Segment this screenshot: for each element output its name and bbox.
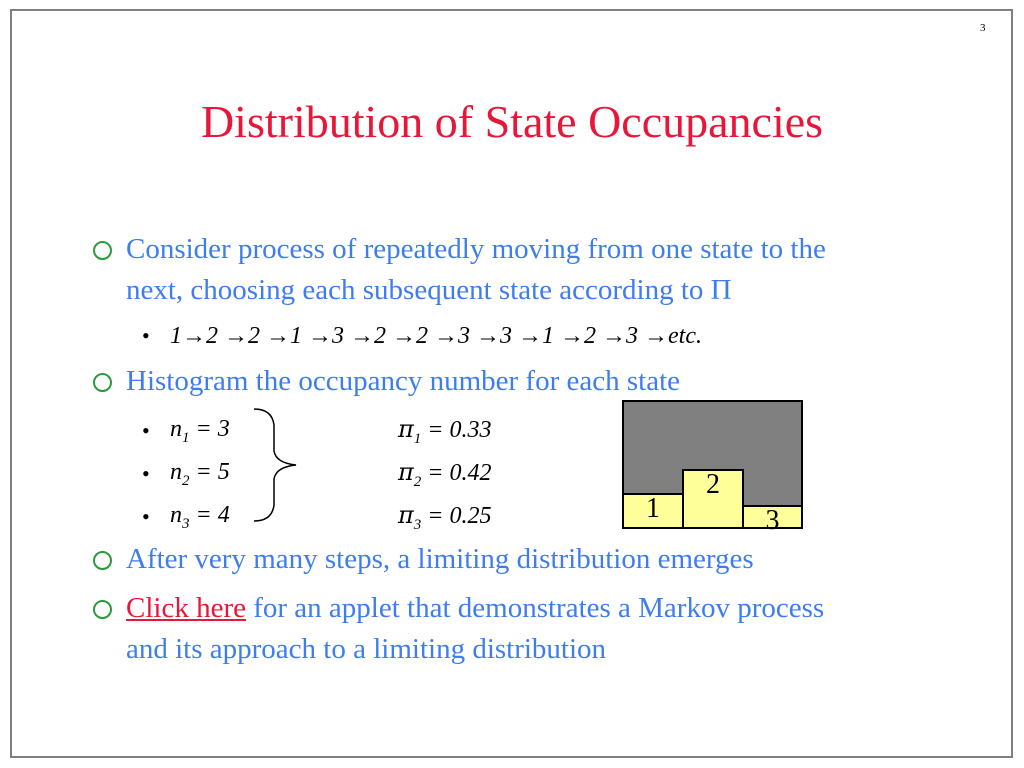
sub-bullet-dot-icon: • — [142, 461, 150, 486]
bullet-circle-icon — [93, 373, 112, 392]
bullet-4-line-1: Click here for an applet that demonstrates a Markov process — [126, 592, 825, 624]
applet-link[interactable]: Click here — [126, 592, 246, 624]
probability-pi3: $\pi_3 = 0.25$ — [398, 501, 492, 533]
bullet-circle-icon — [93, 600, 112, 619]
bullet-circle-icon — [93, 551, 112, 570]
bullet-circle-icon — [93, 241, 112, 260]
bullet-1-line-2: next, choosing each subsequent state according to Π — [126, 274, 732, 306]
sub-bullet-dot-icon: • — [142, 418, 150, 443]
curly-brace-icon — [252, 405, 304, 525]
slide-title: Distribution of State Occupancies — [200, 96, 824, 147]
probability-pi1: $\pi_1 = 0.33$ — [398, 415, 492, 447]
histogram-bar-3: 3 — [742, 505, 803, 529]
histogram-bar-1: 1 — [622, 493, 684, 529]
bullet-2: Histogram the occupancy number for each state — [126, 365, 681, 397]
bullet-1-line-1: Consider process of repeatedly moving from one state to the — [126, 233, 826, 265]
occupancy-n2: $n_2 = 5$ — [170, 459, 230, 489]
bullet-3: After very many steps, a limiting distribution emerges — [126, 543, 754, 575]
histogram-bar-2: 2 — [682, 469, 744, 529]
occupancy-n1: $n_1 = 3$ — [170, 416, 230, 446]
sub-bullet-dot-icon: • — [142, 504, 150, 529]
state-sequence: 1→2 →2 →1 →3 →2 →2 →3 →3 →1 →2 →3 →etc. — [170, 323, 702, 349]
occupancy-n3: $n_3 = 4$ — [170, 502, 230, 532]
histogram — [622, 400, 803, 536]
sub-bullet-dot-icon: • — [142, 323, 150, 348]
bullet-4-line-2: and its approach to a limiting distribution — [126, 633, 607, 665]
page-number: 3 — [980, 22, 986, 34]
probability-pi2: $\pi_2 = 0.42$ — [398, 458, 492, 490]
